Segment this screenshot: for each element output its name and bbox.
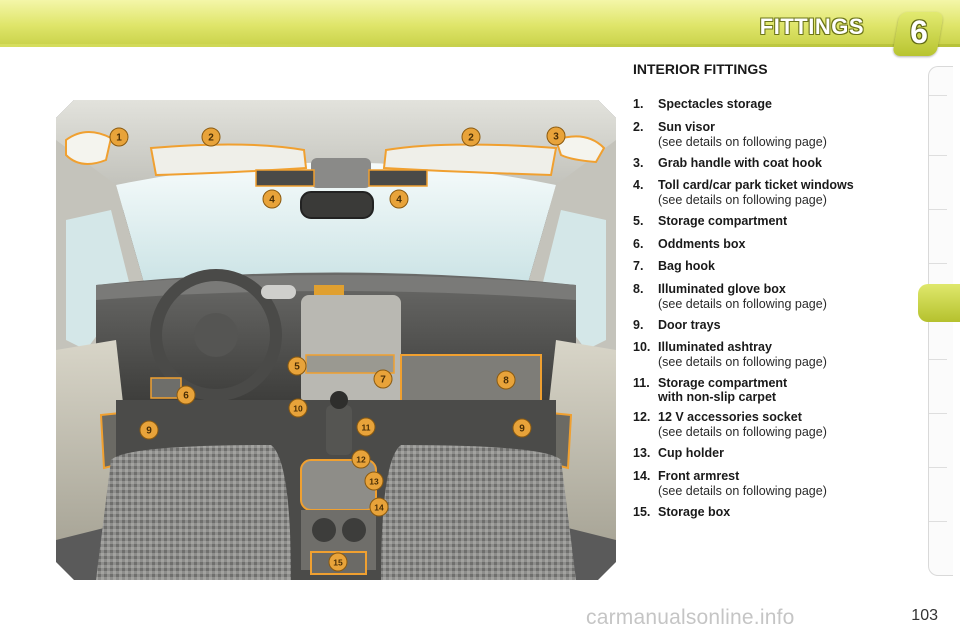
- list-item: [633, 237, 923, 252]
- callout-8: [497, 371, 515, 389]
- svg-text:13: 13: [369, 476, 379, 487]
- item-label: Grab handle with coat hook: [658, 155, 822, 170]
- callout-14: [370, 498, 388, 516]
- list-item: [633, 410, 923, 440]
- callout-layer: [56, 100, 616, 580]
- callout-5: [288, 357, 306, 375]
- svg-text:14: 14: [374, 502, 384, 513]
- item-label: Spectacles storage: [658, 97, 772, 111]
- item-number: 1.: [633, 97, 644, 111]
- rail-tick: [929, 95, 947, 96]
- callout-12: [352, 450, 370, 468]
- callout-4: [390, 190, 408, 208]
- item-number: 12.: [633, 410, 651, 424]
- item-number: 7.: [633, 259, 644, 273]
- item-label: Front armrest: [658, 468, 740, 483]
- callout-10: [289, 399, 307, 417]
- svg-text:12: 12: [356, 454, 366, 465]
- item-number: 3.: [633, 155, 644, 170]
- callout-4: [263, 190, 281, 208]
- list-item: [633, 340, 923, 370]
- svg-text:2: 2: [468, 132, 474, 144]
- rail-tick: [929, 155, 947, 156]
- rail-tick: [929, 263, 947, 264]
- callout-7: [374, 370, 392, 388]
- section-heading: INTERIOR FITTINGS: [633, 61, 768, 77]
- watermark: carmanualsonline.info: [586, 606, 795, 629]
- list-item: [633, 376, 923, 404]
- item-note: (see details on following page): [658, 483, 827, 498]
- rail-tick: [929, 521, 947, 522]
- chapter-tab-active[interactable]: [918, 284, 960, 322]
- item-label: Storage compartment: [658, 214, 788, 228]
- list-item: [633, 214, 923, 229]
- page-number: 103: [911, 607, 938, 624]
- svg-text:7: 7: [380, 374, 386, 386]
- item-number: 14.: [633, 468, 651, 483]
- interior-illustration: [56, 100, 616, 580]
- callout-13: [365, 472, 383, 490]
- item-number: 9.: [633, 317, 644, 332]
- fittings-list: [633, 97, 923, 527]
- item-note: (see details on following page): [658, 193, 827, 207]
- list-item: [633, 178, 923, 208]
- item-label: Illuminated ashtray: [658, 340, 772, 354]
- callout-11: [357, 418, 375, 436]
- item-number: 2.: [633, 119, 644, 134]
- callout-1: [110, 128, 128, 146]
- list-item: [633, 282, 923, 312]
- svg-text:9: 9: [519, 423, 525, 435]
- item-note: (see details on following page): [658, 134, 827, 149]
- list-item: [633, 446, 923, 461]
- item-label-continued: with non-slip carpet: [658, 390, 777, 404]
- list-item: [633, 97, 923, 112]
- item-number: 5.: [633, 214, 644, 228]
- chapter-number: 6: [910, 14, 928, 50]
- svg-text:4: 4: [396, 194, 402, 206]
- item-note: (see details on following page): [658, 355, 827, 369]
- chapter-title: FITTINGS: [759, 14, 864, 39]
- header-rule: [0, 44, 960, 47]
- item-number: 10.: [633, 340, 651, 354]
- rail-tick: [929, 413, 947, 414]
- item-number: 11.: [633, 376, 650, 390]
- svg-text:4: 4: [269, 194, 275, 206]
- item-number: 13.: [633, 446, 651, 460]
- item-number: 6.: [633, 236, 644, 251]
- callout-9: [513, 419, 531, 437]
- svg-text:9: 9: [146, 425, 152, 437]
- item-label: Cup holder: [658, 446, 724, 460]
- item-label: Sun visor: [658, 119, 715, 134]
- item-label: Storage compartment: [658, 376, 788, 390]
- svg-text:11: 11: [361, 422, 371, 433]
- callout-3: [547, 127, 565, 145]
- list-item: [633, 156, 923, 171]
- svg-text:15: 15: [333, 557, 343, 568]
- item-label: Bag hook: [658, 259, 715, 273]
- svg-text:6: 6: [183, 390, 189, 402]
- callout-2: [202, 128, 220, 146]
- item-number: 4.: [633, 178, 644, 192]
- item-label: Door trays: [658, 317, 721, 332]
- item-number: 15.: [633, 504, 651, 519]
- callout-6: [177, 386, 195, 404]
- item-label: 12 V accessories socket: [658, 410, 802, 424]
- list-item: [633, 318, 923, 333]
- item-label: Oddments box: [658, 236, 746, 251]
- list-item: [633, 259, 923, 274]
- item-label: Toll card/car park ticket windows: [658, 178, 854, 192]
- item-label: Storage box: [658, 504, 731, 519]
- callout-15: [329, 553, 347, 571]
- rail-tick: [929, 467, 947, 468]
- rail-tick: [929, 209, 947, 210]
- list-item: [633, 505, 923, 520]
- svg-text:5: 5: [294, 361, 300, 373]
- item-number: 8.: [633, 281, 644, 296]
- list-item: [633, 469, 923, 499]
- item-note: (see details on following page): [658, 425, 827, 439]
- rail-tick: [929, 359, 947, 360]
- callout-9: [140, 421, 158, 439]
- item-note: (see details on following page): [658, 296, 827, 311]
- callout-2: [462, 128, 480, 146]
- item-label: Illuminated glove box: [658, 281, 786, 296]
- svg-text:3: 3: [553, 131, 559, 143]
- list-item: [633, 120, 923, 150]
- svg-text:8: 8: [503, 375, 509, 387]
- svg-text:10: 10: [293, 403, 303, 414]
- svg-text:2: 2: [208, 132, 214, 144]
- svg-text:1: 1: [116, 132, 122, 144]
